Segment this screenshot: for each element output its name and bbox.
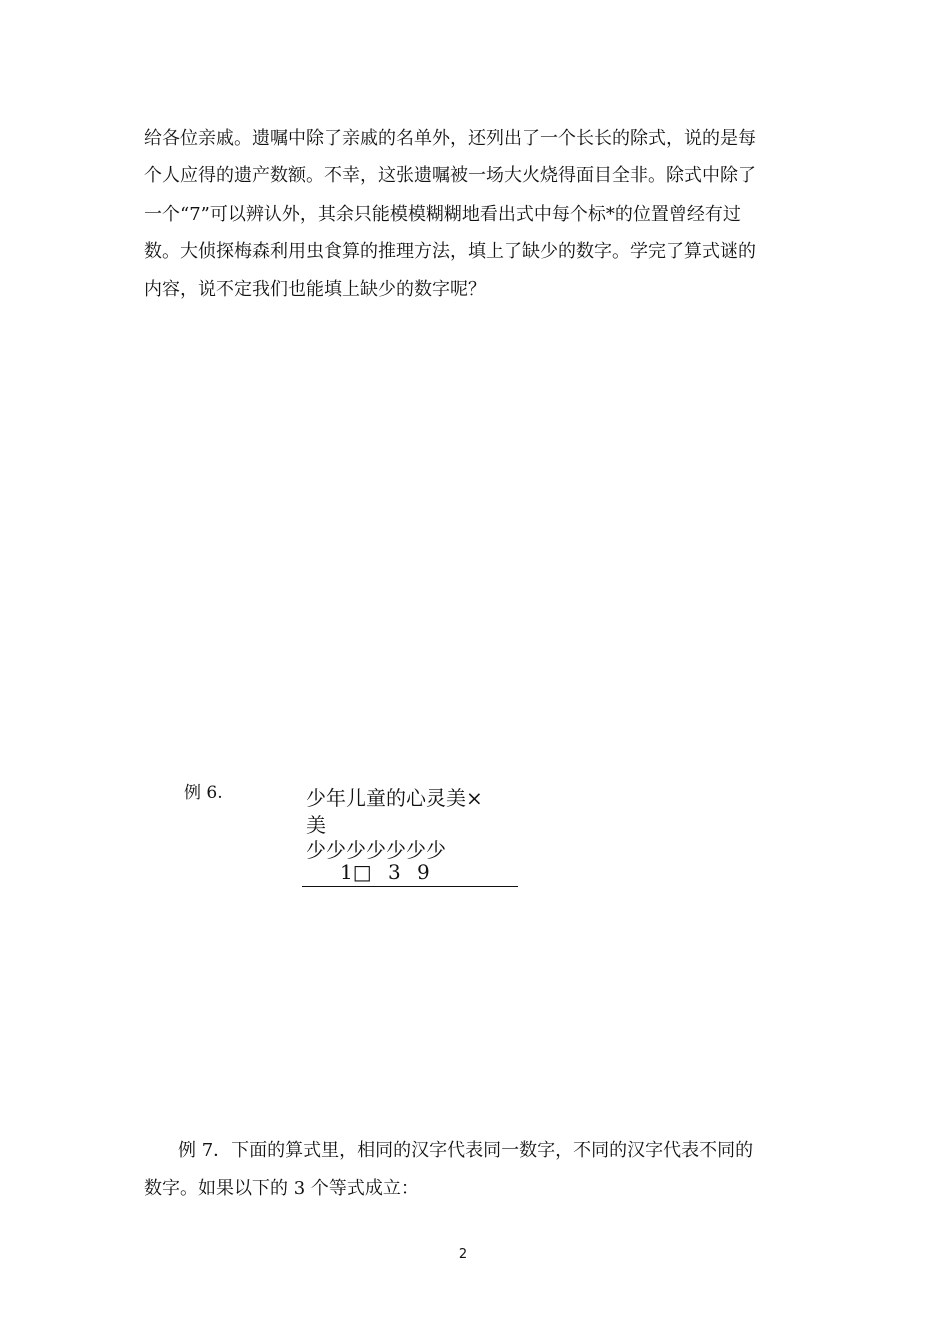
puzzle-digits-line: 1□ 3 9 <box>340 860 430 884</box>
intro-line: 一个“7”可以辨认外，其余只能模模糊糊地看出式中每个标*的位置曾经有过 <box>144 204 741 225</box>
intro-line: 内容，说不定我们也能填上缺少的数字呢？ <box>144 279 486 300</box>
puzzle-underline <box>302 886 518 887</box>
page-number <box>0 1247 950 1262</box>
intro-line: 数。大侦探梅森利用虫食算的推理方法，填上了缺少的数字。学完了算式谜的 <box>144 241 756 262</box>
example6-label: 例 6. <box>184 783 223 803</box>
page-number-text: 2 <box>458 1247 468 1262</box>
puzzle-multiplier-line: 美 <box>306 813 326 837</box>
example7-line: 数字。如果以下的 3 个等式成立： <box>144 1178 419 1199</box>
puzzle-multiplicand-line: 少年儿童的心灵美× <box>306 786 483 810</box>
puzzle-result-line: 少少少少少少少 <box>306 838 446 862</box>
intro-line: 给各位亲戚。遗嘱中除了亲戚的名单外，还列出了一个长长的除式，说的是每 <box>144 128 756 149</box>
example7-line: 例 7．下面的算式里，相同的汉字代表同一数字，不同的汉字代表不同的 <box>178 1140 754 1161</box>
intro-line: 个人应得的遗产数额。不幸，这张遗嘱被一场大火烧得面目全非。除式中除了 <box>144 165 756 186</box>
